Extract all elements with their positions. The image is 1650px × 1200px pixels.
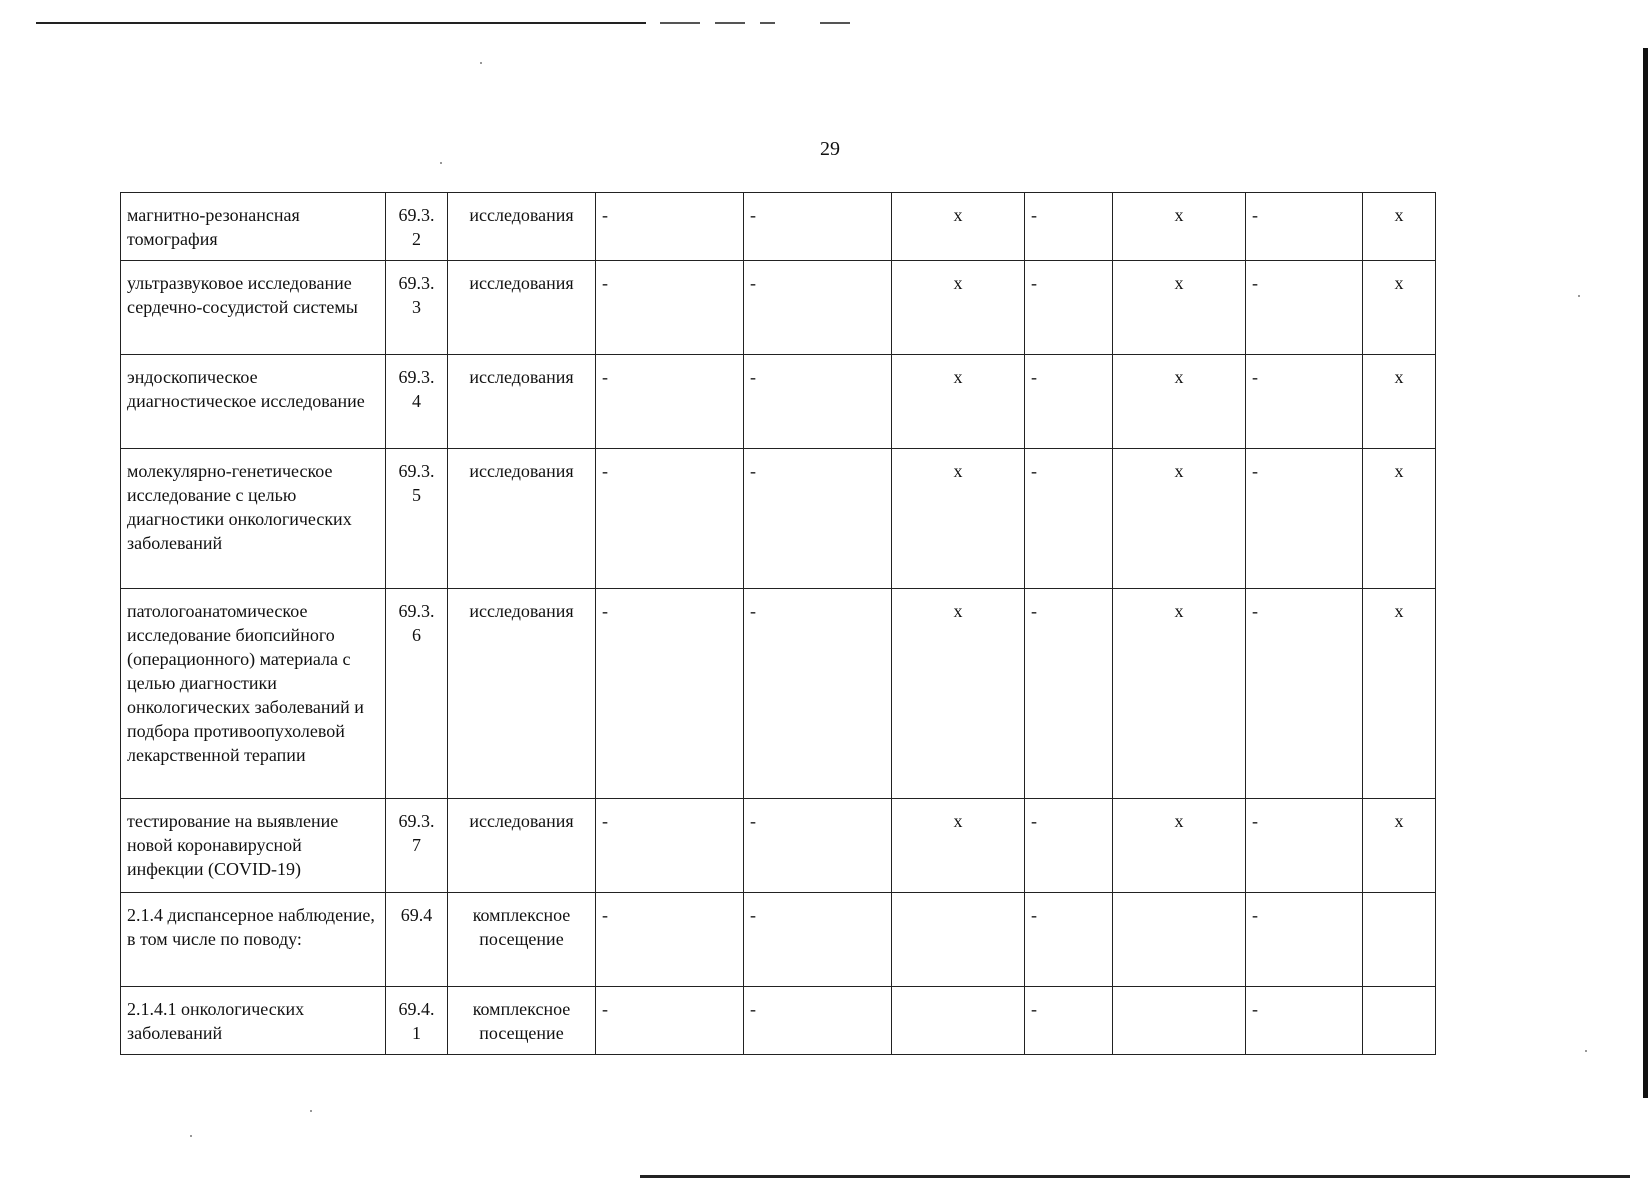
scan-speck [440, 162, 442, 164]
scan-speck [190, 1135, 192, 1137]
value-col-6-cell: - [1246, 799, 1363, 893]
value-col-2-cell: - [744, 261, 892, 355]
services-table [120, 192, 1436, 1055]
value-col-3-cell: x [892, 589, 1025, 799]
row-code-cell: 69.3. 5 [386, 449, 448, 589]
page-number: 29 [820, 138, 840, 160]
value-col-5-cell: x [1113, 355, 1246, 449]
value-col-5-cell: x [1113, 449, 1246, 589]
value-col-2-cell: - [744, 893, 892, 987]
value-col-3-cell [892, 893, 1025, 987]
row-code-cell: 69.3. 3 [386, 261, 448, 355]
value-col-7-cell: x [1363, 261, 1436, 355]
scan-speck [1585, 1050, 1587, 1052]
value-col-7-cell: x [1363, 193, 1436, 261]
value-col-4-cell: - [1025, 799, 1113, 893]
value-col-4-cell: - [1025, 355, 1113, 449]
table-row [121, 589, 1436, 799]
row-unit-cell: исследования [448, 261, 596, 355]
scan-edge-top [36, 22, 646, 24]
row-unit-cell: исследования [448, 799, 596, 893]
value-col-6-cell: - [1246, 261, 1363, 355]
value-col-7-cell: x [1363, 589, 1436, 799]
value-col-3-cell: x [892, 193, 1025, 261]
value-col-5-cell [1113, 893, 1246, 987]
value-col-2-cell: - [744, 449, 892, 589]
value-col-4-cell: - [1025, 987, 1113, 1055]
value-col-7-cell: x [1363, 449, 1436, 589]
row-name-cell: эндоскопическое диагностическое исследование [121, 355, 386, 449]
value-col-7-cell: x [1363, 355, 1436, 449]
value-col-3-cell: x [892, 261, 1025, 355]
value-col-6-cell: - [1246, 449, 1363, 589]
value-col-3-cell: x [892, 449, 1025, 589]
value-col-7-cell [1363, 987, 1436, 1055]
value-col-1-cell: - [596, 449, 744, 589]
table-row [121, 799, 1436, 893]
table-body [121, 193, 1436, 1055]
table-row [121, 355, 1436, 449]
value-col-1-cell: - [596, 355, 744, 449]
scan-edge-top-dash [660, 22, 700, 24]
value-col-1-cell: - [596, 589, 744, 799]
value-col-1-cell: - [596, 799, 744, 893]
scan-edge-right [1643, 48, 1648, 1098]
row-name-cell: ультразвуковое исследование сердечно-сосудистой системы [121, 261, 386, 355]
table-row [121, 261, 1436, 355]
scan-edge-top-dash [715, 22, 745, 24]
value-col-5-cell [1113, 987, 1246, 1055]
value-col-4-cell: - [1025, 589, 1113, 799]
value-col-4-cell: - [1025, 893, 1113, 987]
value-col-5-cell: x [1113, 799, 1246, 893]
scan-edge-top-dash [760, 22, 775, 24]
value-col-6-cell: - [1246, 589, 1363, 799]
value-col-1-cell: - [596, 261, 744, 355]
row-name-cell: тестирование на выявление новой коронавирусной инфекции (COVID-19) [121, 799, 386, 893]
scan-edge-bottom [640, 1175, 1630, 1178]
row-unit-cell: исследования [448, 355, 596, 449]
value-col-4-cell: - [1025, 261, 1113, 355]
row-code-cell: 69.3. 6 [386, 589, 448, 799]
row-unit-cell: исследования [448, 193, 596, 261]
scan-speck [480, 62, 482, 64]
value-col-2-cell: - [744, 355, 892, 449]
row-name-cell: магнитно-резонансная томография [121, 193, 386, 261]
value-col-1-cell: - [596, 893, 744, 987]
row-code-cell: 69.4. 1 [386, 987, 448, 1055]
value-col-7-cell: x [1363, 799, 1436, 893]
value-col-6-cell: - [1246, 355, 1363, 449]
row-name-cell: молекулярно-генетическое исследование с целью диагностики онкологических заболеваний [121, 449, 386, 589]
value-col-5-cell: x [1113, 589, 1246, 799]
row-unit-cell: исследования [448, 589, 596, 799]
value-col-2-cell: - [744, 193, 892, 261]
table-row [121, 893, 1436, 987]
value-col-6-cell: - [1246, 193, 1363, 261]
table-row [121, 987, 1436, 1055]
row-code-cell: 69.3. 7 [386, 799, 448, 893]
scan-speck [310, 1110, 312, 1112]
value-col-4-cell: - [1025, 449, 1113, 589]
row-name-cell: 2.1.4.1 онкологических заболеваний [121, 987, 386, 1055]
value-col-6-cell: - [1246, 893, 1363, 987]
value-col-1-cell: - [596, 987, 744, 1055]
value-col-2-cell: - [744, 589, 892, 799]
value-col-7-cell [1363, 893, 1436, 987]
value-col-2-cell: - [744, 799, 892, 893]
table-row [121, 449, 1436, 589]
value-col-2-cell: - [744, 987, 892, 1055]
value-col-3-cell: x [892, 355, 1025, 449]
value-col-3-cell: x [892, 799, 1025, 893]
row-code-cell: 69.4 [386, 893, 448, 987]
row-unit-cell: комплексное посещение [448, 987, 596, 1055]
row-unit-cell: комплексное посещение [448, 893, 596, 987]
value-col-5-cell: x [1113, 193, 1246, 261]
value-col-4-cell: - [1025, 193, 1113, 261]
row-code-cell: 69.3. 2 [386, 193, 448, 261]
row-name-cell: патологоанатомическое исследование биопсийного (операционного) материала с целью диагностики онкологических заболеваний и подбора противоопухолевой лекарственной терапии [121, 589, 386, 799]
value-col-5-cell: x [1113, 261, 1246, 355]
value-col-3-cell [892, 987, 1025, 1055]
scan-speck [1578, 295, 1580, 297]
row-unit-cell: исследования [448, 449, 596, 589]
table-row [121, 193, 1436, 261]
scan-edge-top-dash [820, 22, 850, 24]
value-col-6-cell: - [1246, 987, 1363, 1055]
row-code-cell: 69.3. 4 [386, 355, 448, 449]
value-col-1-cell: - [596, 193, 744, 261]
row-name-cell: 2.1.4 диспансерное наблюдение, в том числе по поводу: [121, 893, 386, 987]
